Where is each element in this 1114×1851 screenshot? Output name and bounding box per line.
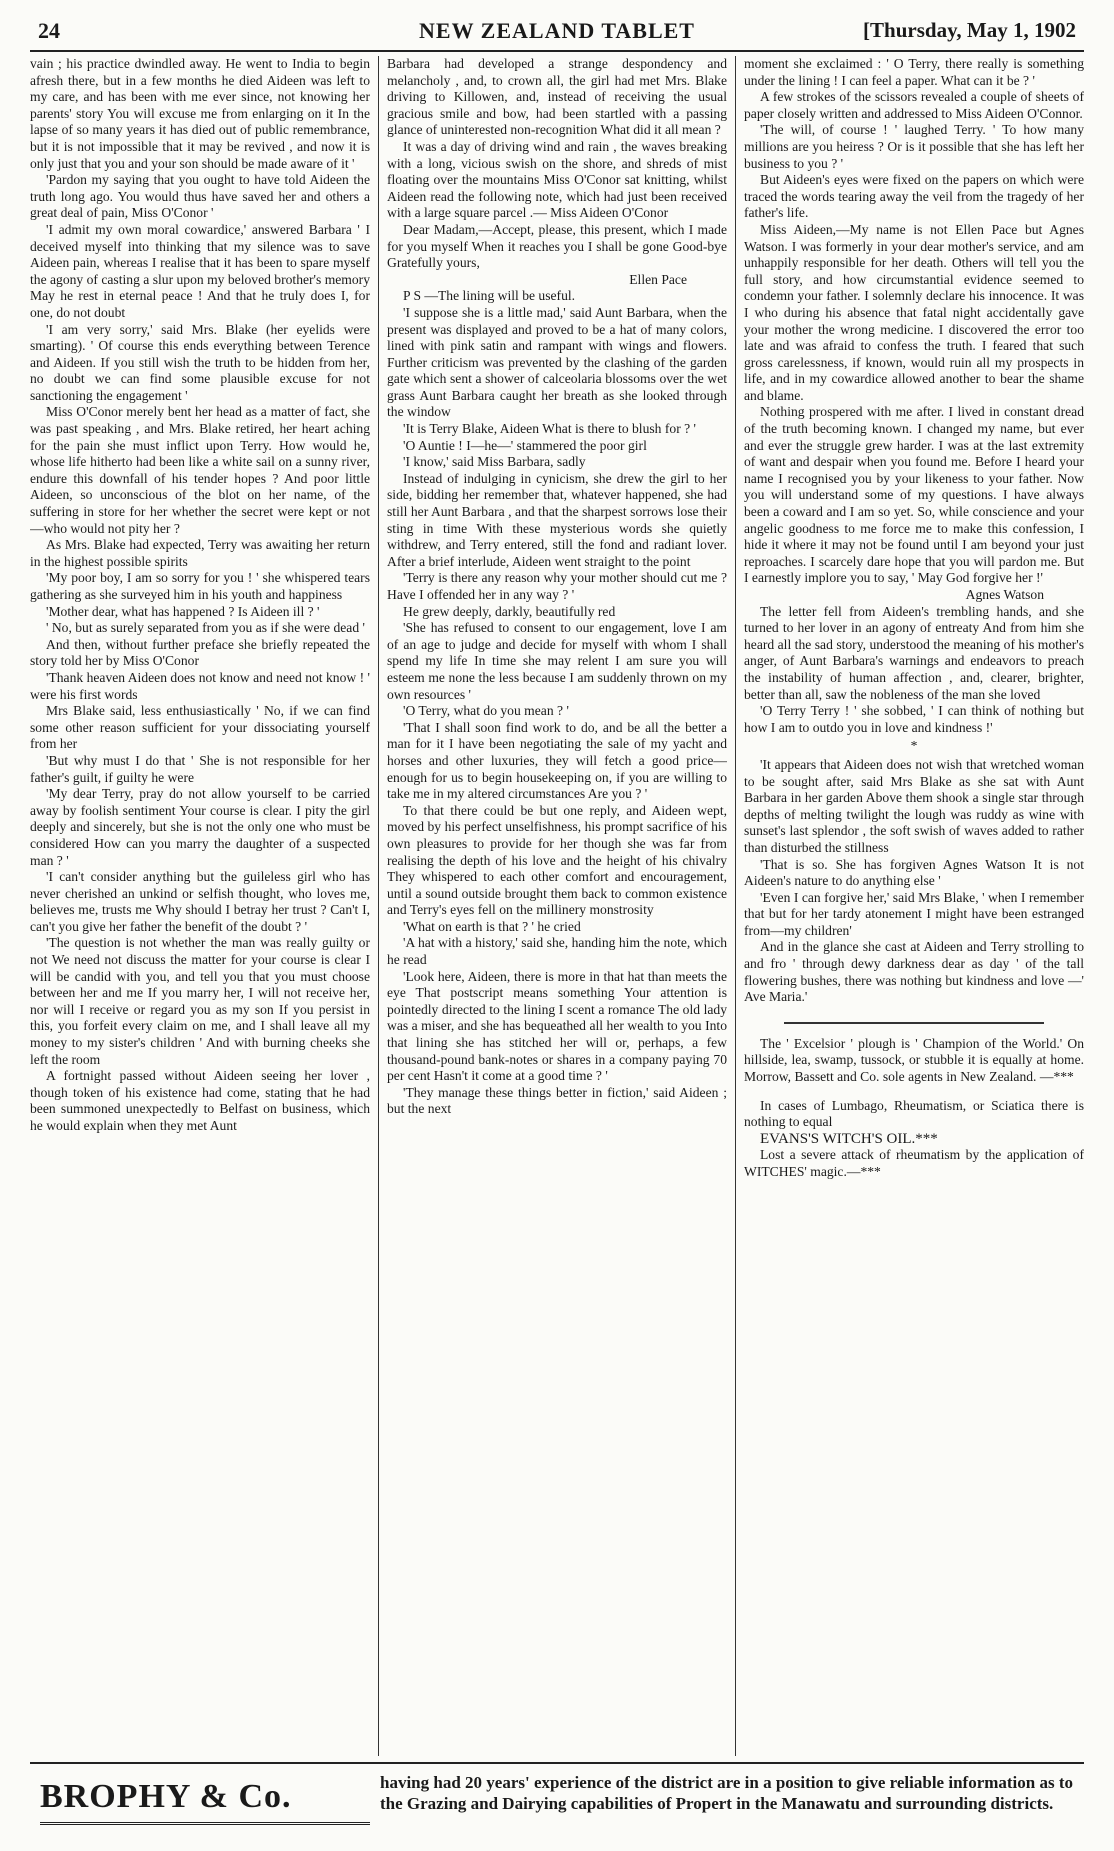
- paragraph: A fortnight passed without Aideen seeing her lover , though token of his existence had come, stating that he had been summoned unexpectedly to Belfast on business, which he would explain when they met Aunt: [30, 1068, 370, 1133]
- paragraph: 'That is so. She has forgiven Agnes Watson It is not Aideen's nature to do anything else ': [744, 856, 1084, 889]
- paragraph: And in the glance she cast at Aideen and Terry strolling to and fro ' through dewy darkness dear as day ' of the tall flowering bushes, there was nothing but kindness and love —' Ave Maria.': [744, 939, 1084, 1005]
- paragraph: 'O Auntie ! I—he—' stammered the poor girl: [403, 437, 647, 453]
- paragraph: ' No, but as surely separated from you as if she were dead ': [46, 620, 365, 636]
- paragraph: moment she exclaimed : ' O Terry, there really is something under the lining ! I can feel a paper. What can it be ? ': [744, 56, 1084, 88]
- ad-rheumatism: Lost a severe attack of rheumatism by the application of WITCHES' magic.—***: [744, 1147, 1084, 1179]
- paragraph: As Mrs. Blake had expected, Terry was awaiting her return in the highest possible spirits: [30, 537, 370, 569]
- paragraph: 'Look here, Aideen, there is more in that hat than meets the eye That postscript means something Your attention is pointedly directed to the lining I scent a romance The old lady was a miser, and she has bequeathed all her wealth to you Into that lining she has stitched her will or, perhaps, a few thousand-pound bank-notes or shares in a company paying 70 per cent Hasn't it come at a good time ? ': [387, 968, 727, 1084]
- paragraph: To that there could be but one reply, and Aideen wept, moved by his perfect unselfishness, his prompt sacrifice of his own pleasures to provide for her though she was far from realising the depth of his love and the height of his chivalry They whispered to each other comfort and encouragement, until a sound outside brought them back to common existence and Terry's eyes fell on the millinery monstrosity: [387, 802, 727, 918]
- bottom-rule: [30, 1762, 1084, 1764]
- paragraph: Dear Madam,—Accept, please, this present, which I made for you myself When it reaches you I shall be gone Good-bye Gratefully yours,: [387, 221, 727, 271]
- paragraph: vain ; his practice dwindled away. He went to India to begin afresh there, but in a few months he died Aideen was left to my care, and has been with me ever since, not knowing her parents' story You will excuse me from enlarging on it In the lapse of so many years it has died out of public remembrance, but it is not impossible that it may be revived , and now it is only just that you and your son should be made aware of it ': [30, 56, 370, 171]
- paragraph: And then, without further preface she briefly repeated the story told her by Miss O'Conor: [30, 636, 370, 669]
- column-3: [744, 56, 1084, 1756]
- paragraph: 'O Terry Terry ! ' she sobbed, ' I can think of nothing but how I am to outdo you in love and kindness !': [744, 703, 1084, 735]
- paragraph: 'A hat with a history,' said she, handing him the note, which he read: [387, 935, 727, 968]
- signature-ellen-pace: Ellen Pace: [629, 271, 687, 287]
- paragraph: 'My dear Terry, pray do not allow yourself to be carried away by foolish sentiment Your course is clear. I pity the girl deeply and sincerely, but she is not the only one who must be considered How can you marry the daughter of a suspected man ? ': [30, 786, 370, 868]
- top-rule: [30, 50, 1084, 52]
- brophy-advertiser-name: BROPHY & Co.: [40, 1778, 292, 1815]
- paragraph: 'What on earth is that ? ' he cried: [403, 918, 581, 934]
- paragraph: 'O Terry, what do you mean ? ': [403, 703, 569, 719]
- paragraph: It was a day of driving wind and rain , the waves breaking with a long, vicious swish on the shore, and shreds of mist floating over the mountains Miss O'Conor sat knitting, whilst Aideen read the following note, which had just been received with a large square parcel .— Miss Aideen O'Conor: [387, 138, 727, 221]
- ad-excelsior-plough: The ' Excelsior ' plough is ' Champion of the World.' On hillside, lea, swamp, tussock, or stubble it is equally at home. Morrow, Bassett and Co. sole agents in New Zealand. —***: [744, 1035, 1084, 1085]
- brophy-underline: [40, 1822, 370, 1825]
- paragraph: 'Thank heaven Aideen does not know and need not know ! ' were his first words: [30, 669, 370, 702]
- advertisements: [744, 1036, 1084, 1181]
- paragraph: 'Mother dear, what has happened ? Is Aideen ill ? ': [46, 603, 320, 619]
- column-2: [387, 56, 727, 1756]
- paragraph: P S —The lining will be useful.: [403, 288, 576, 304]
- paragraph: Mrs Blake said, less enthusiastically ' No, if we can find some other reason sufficient for your dissociating yourself from her: [30, 703, 370, 752]
- paragraph: 'I admit my own moral cowardice,' answered Barbara ' I deceived myself into thinking that my silence was to save Aideen pain, whereas I realise that it has been to spare myself the agony of casting a slur upon my beloved brother's memory May he rest in eternal peace ! And that he truly does I, for one, do not doubt: [30, 221, 370, 320]
- paragraph: The letter fell from Aideen's trembling hands, and she turned to her lover in an agony of entreaty And from him she heard all the sad story, understood the meaning of his mother's anger, of Aunt Barbara's warnings and endeavors to preach the instability of human affection , and, clearer, brighter, better than all, saw the nobleness of the man she loved: [744, 603, 1084, 702]
- paragraph: 'Pardon my saying that you ought to have told Aideen the truth long ago. You would thus have saved her and others a great deal of pain, Miss O'Conor ': [30, 172, 370, 221]
- newspaper-title: NEW ZEALAND TABLET: [419, 18, 695, 43]
- page-number: 24: [38, 18, 60, 43]
- paragraph: 'I am very sorry,' said Mrs. Blake (her eyelids were smarting). ' Of course this ends everything between Terence and Aideen. If you still wish the truth to be hidden from her, no doubt we can find some plausible excuse for not sanctioning the engagement ': [30, 321, 370, 403]
- paragraph: 'Even I can forgive her,' said Mrs Blake, ' when I remember that but for her tardy atonement I might have been estranged from—my children': [744, 889, 1084, 938]
- columns: [30, 56, 1084, 1756]
- column-1: [30, 56, 370, 1756]
- paragraph: 'I can't consider anything but the guileless girl who has never cherished an unkind or selfish thought, who loves me, believes me, trusts me Why should I betray her trust ? Can't I, can't you give her father the benefit of the doubt ? ': [30, 869, 370, 934]
- ad-lumbago: In cases of Lumbago, Rheumatism, or Sciatica there is nothing to equal: [744, 1097, 1084, 1130]
- issue-date: [Thursday, May 1, 1902: [863, 18, 1076, 42]
- signature-agnes-watson: Agnes Watson: [965, 587, 1044, 602]
- paragraph: Barbara had developed a strange despondency and melancholy , and, to crown all, the girl had met Mrs. Blake driving to Killowen, and, instead of receiving the usual gracious smile and bow, had been startled with a passing glance of uninterested non-recognition What did it all mean ?: [387, 56, 727, 138]
- brophy-advertisement-text: having had 20 years' experience of the district are in a position to give reliable information as to the Grazing and Dairying capabilities of Propert in the Manawatu and surrounding districts.: [380, 1773, 1074, 1813]
- paragraph: A few strokes of the scissors revealed a couple of sheets of paper closely written and addressed to Miss Aideen O'Connor.: [744, 89, 1084, 121]
- paragraph: Miss Aideen,—My name is not Ellen Pace but Agnes Watson. I was formerly in your dear mother's service, and am unhappily responsible for her death. Others will tell you the full story, and how circumstantial evidence seemed to condemn your father. I solemnly declare his innocence. It was I who during his absence that fatal night accidentally gave your mother the wrong medicine. I discovered the error too late and was afraid to confess the truth. I feared that such gross carelessness, if known, would ruin all my prospects in life, and in my cowardice allowed another to bear the shame and blame.: [744, 221, 1084, 403]
- paragraph: But Aideen's eyes were fixed on the papers on which were traced the words tearing away the veil from the tragedy of her father's life.: [744, 172, 1084, 221]
- paragraph: 'But why must I do that ' She is not responsible for her father's guilt, if guilty he were: [30, 752, 370, 785]
- paragraph: Miss O'Conor merely bent her head as a matter of fact, she was past speaking , and Mrs. Blake retired, her heart aching for the pain she must inflict upon Terry. How would he, whose life hitherto had been like a white sail on a sunny river, endure this downfall of his tender hopes ? And poor little Aideen, so unconscious of the blot on her name, of the suffering in store for her whether the secret were kept or not—who would not pity her ?: [30, 404, 370, 536]
- paragraph: 'Terry is there any reason why your mother should cut me ? Have I offended her in any way ? ': [387, 570, 727, 602]
- paragraph: Instead of indulging in cynicism, she drew the girl to her side, bidding her remember that, whatever happened, she had still her Aunt Barbara , and that the sharpest sorrows lose their sting in time With these mysterious words she quietly withdrew, and Terry entered, still the fond and radiant lover. After a brief interlude, Aideen went straight to the point: [387, 470, 727, 569]
- paragraph: 'I suppose she is a little mad,' said Aunt Barbara, when the present was displayed and proved to be a hat of many colors, lined with pink satin and rampant with wings and flowers. Further criticism was prevented by the clashing of the garden gate which sent a shower of calceolaria blossoms over the wet grass Aunt Barbara caught her breath as she looked through the window: [387, 304, 727, 420]
- paragraph: 'I know,' said Miss Barbara, sadly: [403, 454, 586, 470]
- section-break-star: *: [910, 738, 918, 754]
- paragraph: He grew deeply, darkly, beautifully red: [403, 603, 616, 619]
- paragraph: Nothing prospered with me after. I lived in constant dread of the truth becoming known. I changed my name, but ever and ever the struggle grew harder. I was at the last extremity of want and despair when you found me. Before I heard your name I recognised you by your likeness to your father. Now you will understand some of my questions. I have always been a coward and I am so yet. So, while conscience and your angelic goodness to me force me to make this confession, I hide it where it may not be found until I am beyond your just reproaches. I scarcely dare hope that you will pardon me. But I earnestly implore you to say, ' May God forgive her !': [744, 404, 1084, 586]
- ad-evans-witch-oil: EVANS'S WITCH'S OIL.***: [760, 1130, 938, 1147]
- paragraph: 'The question is not whether the man was really guilty or not We need not discuss the matter for your course is clear I will be candid with you, and tell you that you must choose between her and me If you marry her, I will not receive her, nor will I receive or regard you as my son If you persist in this, you forfeit every claim on me, and I shall leave all my money to my sister's children ' And with burning cheeks she left the room: [30, 935, 370, 1067]
- paragraph: 'My poor boy, I am so sorry for you ! ' she whispered tears gathering as she surveyed him in his youth and happiness: [30, 570, 370, 602]
- paragraph: 'That I shall soon find work to do, and be all the better a man for it I have been negotiating the sale of my yacht and horses and other luxuries, they will fetch a good price—enough for us to begin housekeeping on, if you are willing to take me in my altered circumstances Are you ? ': [387, 719, 727, 802]
- paragraph: 'The will, of course ! ' laughed Terry. ' To how many millions are you heiress ? Or is it possible that she has left her business to you ? ': [744, 122, 1084, 171]
- ad-separator: [784, 1022, 1044, 1024]
- paragraph: 'It appears that Aideen does not wish that wretched woman to be sought after, said Mrs Blake as she sat with Aunt Barbara in her garden Above them shook a single star through depths of melting twilight the lough was ruddy as wine with sunset's last splendor , the soft swish of waves added to rather than disturbed the stillness: [744, 756, 1084, 855]
- paragraph: 'It is Terry Blake, Aideen What is there to blush for ? ': [403, 421, 696, 437]
- paragraph: 'They manage these things better in fiction,' said Aideen ; but the next: [387, 1084, 727, 1117]
- masthead: [30, 18, 1084, 48]
- paragraph: 'She has refused to consent to our engagement, love I am of an age to judge and decide for myself with whom I shall spend my life In time she may relent I am sure you will esteem me none the less because I am suddenly thrown on my own resources ': [387, 620, 727, 702]
